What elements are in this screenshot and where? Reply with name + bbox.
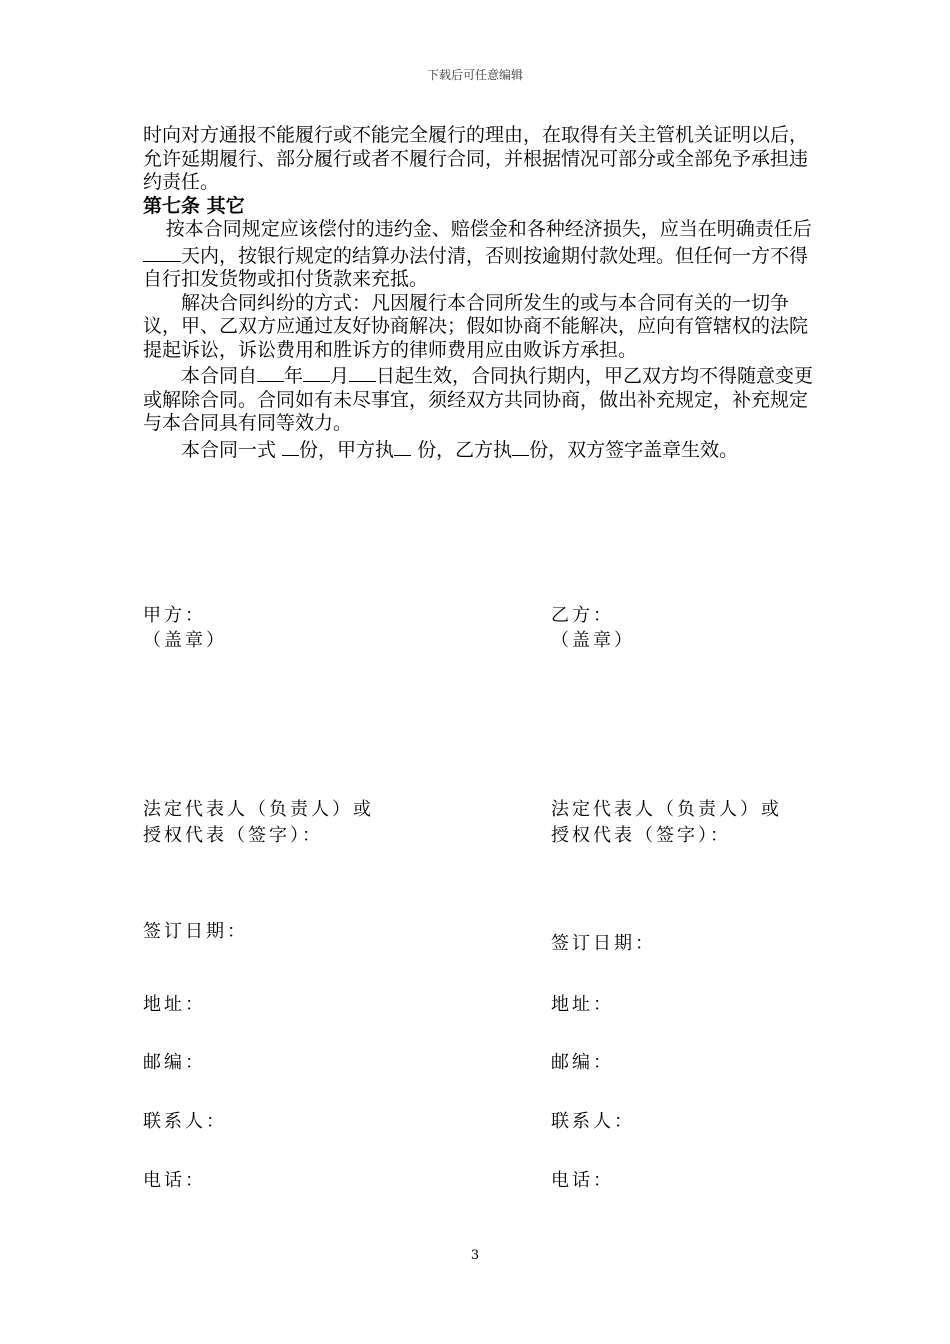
party-b-date-label: 签订日期： [551, 933, 656, 954]
party-a-name-label: 甲方： [143, 605, 206, 626]
copies-text-d: 份，双方签字盖章生效。 [529, 438, 739, 461]
copies-text-c: 份，乙方执 [411, 438, 513, 461]
party-b-phone-label: 电话： [551, 1170, 614, 1191]
year-blank[interactable] [257, 362, 284, 382]
day-blank[interactable] [349, 362, 376, 382]
party-a-rep-line2: 授权代表（签字）： [143, 825, 323, 846]
party-a-rep-line1: 法定代表人（负责人）或 [143, 799, 374, 820]
party-a-phone-label: 电话： [143, 1170, 206, 1191]
compensation-text-b: 天内，按银行规定的结算办法付清，否则按逾期付款处理。但任何一方不得自行扣发货物或扣付货款来充抵。 [143, 244, 809, 290]
effective-text-a: 本合同自 [181, 365, 258, 387]
party-b-rep-line2: 授权代表（签字）： [551, 825, 731, 846]
party-a-copies-blank[interactable] [394, 436, 411, 456]
days-blank[interactable] [143, 242, 181, 262]
effective-text-month: 月 [330, 365, 350, 387]
effective-text-d: 日起生效，合同执行期内，甲乙双方均不得随意变更或解除合同。合同如有未尽事宜，须经双方共同协商，做出补充规定，补充规定与本合同具有同等效力。 [143, 365, 814, 434]
month-blank[interactable] [303, 362, 330, 382]
party-a-address-label: 地址： [143, 994, 206, 1015]
page-header: 下载后可任意编辑 [426, 68, 523, 82]
paragraph-compensation [143, 218, 823, 292]
party-b-rep-line1: 法定代表人（负责人）或 [551, 799, 782, 820]
party-a-contact-label: 联系人： [143, 1111, 227, 1132]
party-a-postcode-label: 邮编： [143, 1052, 206, 1073]
party-b-contact-label: 联系人： [551, 1111, 635, 1132]
effective-text-year: 年 [284, 365, 304, 387]
paragraph-continuation: 时向对方通报不能履行或不能完全履行的理由，在取得有关主管机关证明以后，允许延期履行、部分履行或者不履行合同，并根据情况可部分或全部免予承担违约责任。 [143, 124, 809, 193]
party-a-date-label: 签订日期： [143, 921, 248, 942]
copies-text-b: 份，甲方执 [299, 438, 395, 461]
party-b-seal-label: （盖章） [551, 630, 635, 651]
paragraph-dispute: 解决合同纠纷的方式：凡因履行本合同所发生的或与本合同有关的一切争议，甲、乙双方应通过友好协商解决；假如协商不能解决，应向有管辖权的法院提起诉讼，诉讼费用和胜诉方的律师费用应由败诉方承担。 [143, 291, 809, 361]
compensation-text-a: 按本合同规定应该偿付的违约金、赔偿金和各种经济损失，应当在明确责任后 [165, 218, 812, 240]
article-heading: 第七条 其它 [143, 194, 245, 217]
paragraph-copies [143, 436, 823, 463]
party-b-copies-blank[interactable] [512, 436, 529, 456]
party-b-name-label: 乙方： [551, 605, 614, 626]
copies-text-a: 本合同一式 [181, 438, 283, 461]
party-b-postcode-label: 邮编： [551, 1052, 614, 1073]
total-copies-blank[interactable] [282, 436, 299, 456]
party-b-address-label: 地址： [551, 994, 614, 1015]
paragraph-effective [143, 362, 823, 436]
party-a-seal-label: （盖章） [143, 630, 227, 651]
contract-body [143, 124, 823, 462]
page-number: 3 [470, 1248, 480, 1263]
